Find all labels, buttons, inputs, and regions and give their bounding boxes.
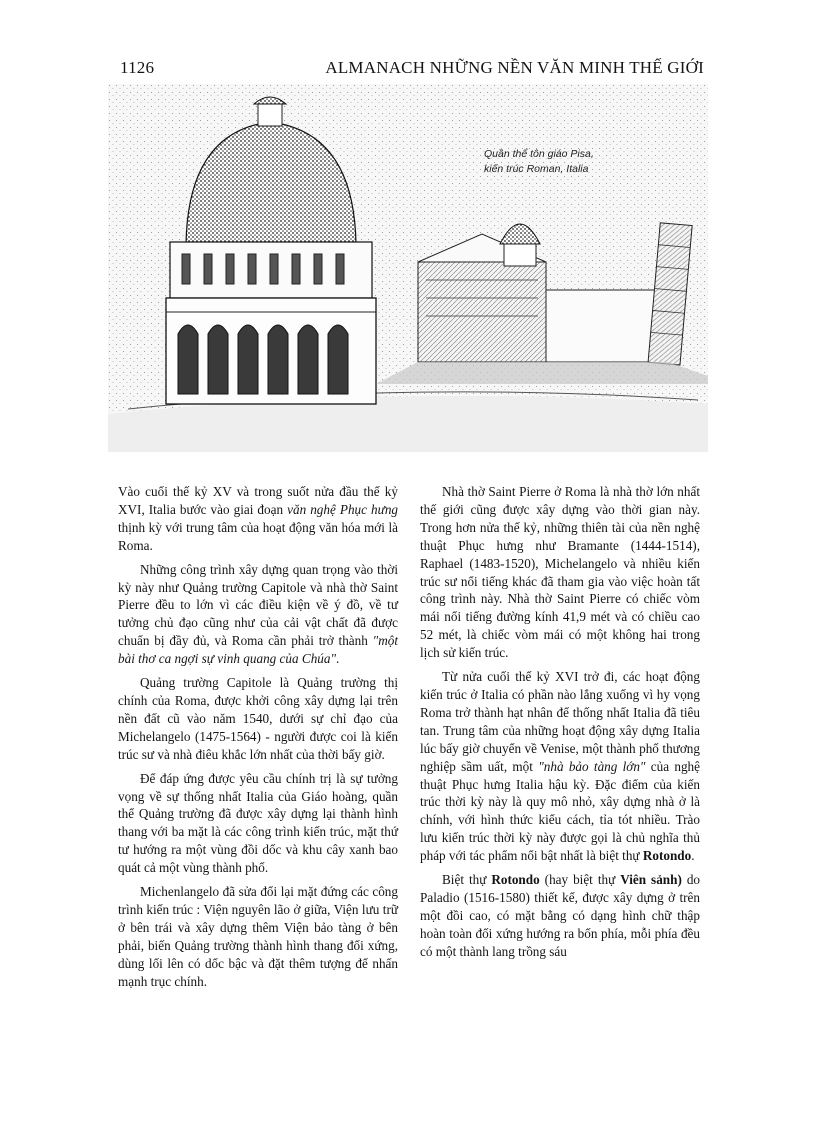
paragraph: Quảng trường Capitole là Quảng trường thị chính của Roma, được khởi công xây dựng lại trên nền đất cũ vào năm 1540, dưới sự chỉ đạo của Michelangelo (1475-1564) - người được coi là kiến trúc sư và nhà điêu khắc lớn nhất của thời bấy giờ. [118, 675, 398, 762]
paragraph [420, 871, 700, 961]
bold-term: Rotondo [491, 872, 540, 888]
text-run: của nghệ thuật Phục hưng Italia hậu kỳ. Đặc điểm của kiến trúc thời kỳ này là quy mô nhỏ, xây dựng nhà ở là chính, với hình thức kiểu cách, tỉa tót nhiều. Trào lưu kiến trúc thời kỳ này được gọi là chủ nghĩa thủ pháp với tác phẩm nổi bật nhất là biệt thự [420, 758, 700, 864]
figure-caption [484, 147, 664, 177]
bold-term: Rotondo [642, 848, 692, 864]
caption-line-2: kiến trúc Roman, Italia [484, 163, 589, 175]
text-run: (hay biệt thự [539, 872, 621, 888]
paragraph [420, 668, 700, 865]
page-number: 1126 [120, 58, 155, 77]
paragraph [118, 561, 398, 668]
page-header [118, 56, 704, 82]
left-column [118, 483, 398, 996]
text-run: Từ nửa cuối thế kỷ XVI trở đi, các hoạt động kiến trúc ở Italia có phần nào lắng xuống vì hy vọng Roma trở thành hạt nhân để thống nhất Italia đã tiêu tan. Trung tâm của những hoạt động xây dựng Italia lúc bấy giờ chuyển về Venise, một thành phố thương nghiệp sầm uất, một [420, 669, 700, 774]
quote: "nhà bảo tàng lớn" [538, 758, 646, 774]
paragraph: Nhà thờ Saint Pierre ở Roma là nhà thờ lớn nhất thế giới cũng được xây dựng vào thời gian này. Trong hơn nửa thế kỷ, những thiên tài của nền nghệ thuật Phục hưng như Bramante (1444-1514), Raphael (1483-1520), Michelangelo và nhiều kiến trúc sư nổi tiếng khác đã tham gia vào việc hoàn tất công trình này. Nhà thờ Saint Pierre có chiếc vòm mái nổi tiếng đường kính 41,9 mét và có chiều cao 52 mét, là chiếc vòm mái có một không hai trong lịch sử kiến trúc. [420, 484, 700, 661]
running-title: ALMANACH NHỮNG NỀN VĂN MINH THẾ GIỚI [325, 58, 704, 77]
text-run: Vào cuối thế kỷ XV và trong suốt nửa đầu thế kỷ XVI, Italia bước vào giai đoạn [118, 484, 398, 517]
text-run: . [336, 651, 340, 667]
quote: "một bài thơ ca ngợi sự vinh quang của Chúa" [118, 633, 398, 667]
pisa-illustration [108, 84, 708, 452]
text-run: do Paladio (1516-1580) thiết kế, được xây dựng ở trên một đồi cao, có mặt bằng có dạng hình chữ thập hoàn toàn đối xứng hướng ra bốn phía, mỗi phía đều có một thành lang trồng sáu [420, 872, 700, 959]
pisa-sketch [108, 84, 708, 452]
text-run: . [691, 848, 695, 864]
bold-term: Viên sảnh) [620, 872, 682, 888]
emphasis: văn nghệ Phục hưng [287, 501, 399, 517]
text-run: Biệt thự [442, 872, 492, 888]
text-run: Những công trình xây dựng quan trọng vào thời kỳ này như Quảng trường Capitole và nhà thờ Saint Pierre đều to lớn vì các điều kiện về ý đồ, về tư tưởng chủ đạo cũng như của cải vật chất đã được chuẩn bị đầy đủ, và Roma cần phải trở thành [118, 561, 398, 649]
right-column [420, 483, 700, 967]
paragraph: Để đáp ứng được yêu cầu chính trị là sự tưởng vọng về sự thống nhất Italia của Giáo hoàng, quần thể Quảng trường đã được xây dựng lại thành hình thang với ba mặt là các công trình kiến trúc, mặt thứ tư hướng ra một vùng đồi dốc và khu cây xanh bao quát cả một vùng thành phố. [118, 770, 398, 876]
paragraph [118, 483, 398, 555]
caption-line-1: Quần thể tôn giáo Pisa, [484, 148, 594, 160]
text-run: thịnh kỳ với trung tâm của hoạt động văn hóa mới là Roma. [118, 519, 398, 553]
paragraph: Michenlangelo đã sửa đổi lại mặt đứng các công trình kiến trúc : Viện nguyên lão ở giữa, Viện lưu trữ ở bên trái và xây dựng thêm Viện bảo tàng ở bên phải, biến Quảng trường thành hình thang đối xứng, dùng lối lên có dốc bậc và đặt thêm tượng để nhấn mạnh trục chính. [118, 884, 398, 989]
